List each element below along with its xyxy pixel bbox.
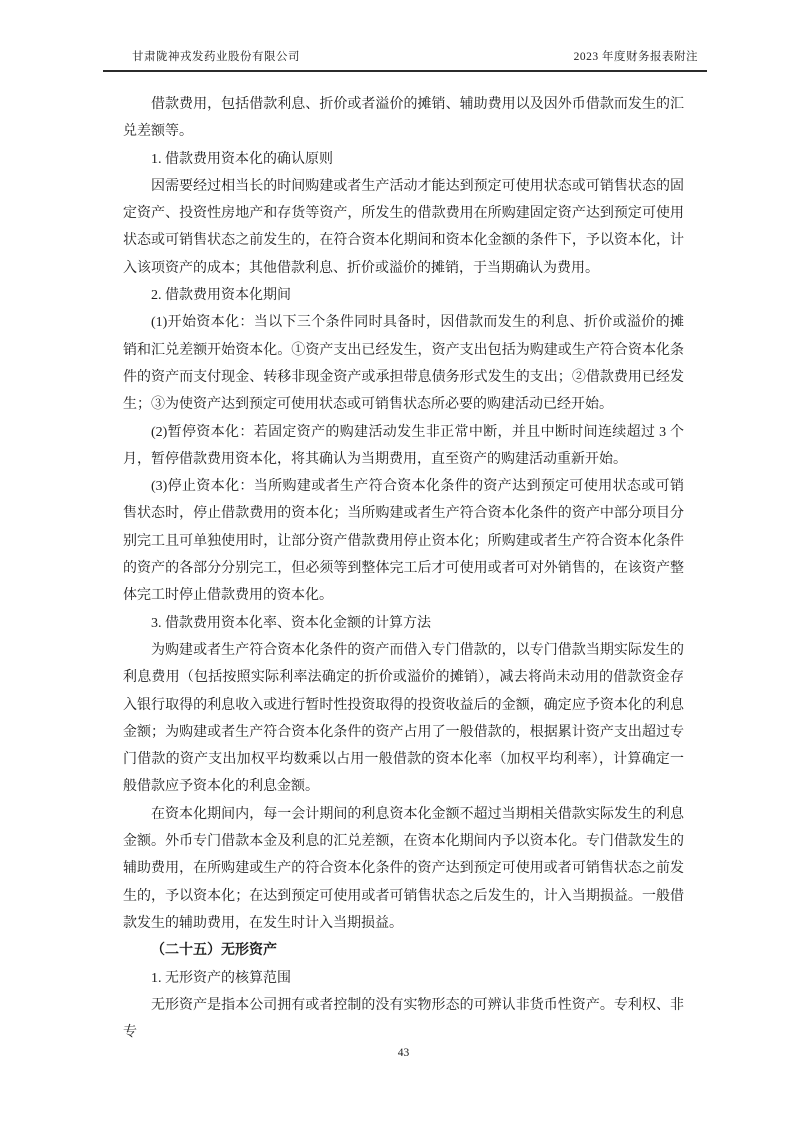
paragraph-capitalization-limits: 在资本化期间内，每一会计期间的利息资本化金额不超过当期相关借款实际发生的利息金额。外币专门借款本金及利息的汇兑差额，在资本化期间内予以资本化。专门借款发生的辅助费用，在所购建或生产的符合资本化条件的资产达到预定可使用或者可销售状态之前发生的，予以资本化；在达到预定可使用或者可销售状态之后发生的，计入当期损益。一般借款发生的辅助费用，在发生时计入当期损益。 xyxy=(123,806,684,931)
page-body xyxy=(123,91,684,1046)
paragraph-recognition-principle: 因需要经过相当长的时间购建或者生产活动才能达到预定可使用状态或可销售状态的固定资产、投资性房地产和存货等资产，所发生的借款费用在所购建固定资产达到预定可使用状态或可销售状态之前发生的，在符合资本化期间和资本化金额的条件下，予以资本化，计入该项资产的成本；其他借款利息、折价或溢价的摊销，于当期确认为费用。 xyxy=(123,178,684,276)
page-footer xyxy=(123,1046,684,1061)
page-number: 43 xyxy=(397,1047,410,1059)
heading-intangible-assets-scope: 1. 无形资产的核算范围 xyxy=(151,970,291,986)
page-header xyxy=(103,50,707,72)
heading-capitalization-period: 2. 借款费用资本化期间 xyxy=(151,288,291,304)
paragraph-start-capitalization: (1)开始资本化：当以下三个条件同时具备时，因借款而发生的利息、折价或溢价的摊销和汇兑差额开始资本化。①资产支出已经发生，资产支出包括为购建或生产符合资本化条件的资产而支付现金、转移非现金资产或承担带息债务形式发生的支出；②借款费用已经发生；③为使资产达到预定可使用状态或可销售状态所必要的购建活动已经开始。 xyxy=(123,315,684,413)
section-heading-intangible-assets: （二十五）无形资产 xyxy=(151,943,277,959)
heading-recognition-principle: 1. 借款费用资本化的确认原则 xyxy=(151,151,333,167)
paragraph-rate-calculation: 为购建或者生产符合资本化条件的资产而借入专门借款的，以专门借款当期实际发生的利息费用（包括按照实际利率法确定的折价或溢价的摊销），减去将尚未动用的借款资金存入银行取得的利息收入或进行暂时性投资取得的投资收益后的金额，确定应予资本化的利息金额；为购建或者生产符合资本化条件的资产占用了一般借款的，根据累计资产支出超过专门借款的资产支出加权平均数乘以占用一般借款的资本化率（加权平均利率），计算确定一般借款应予资本化的利息金额。 xyxy=(123,642,684,795)
paragraph-suspend-capitalization: (2)暂停资本化：若固定资产的购建活动发生非正常中断，并且中断时间连续超过 3 个月，暂停借款费用资本化，将其确认为当期费用，直至资产的购建活动重新开始。 xyxy=(123,424,684,467)
paragraph-borrowing-costs-intro: 借款费用，包括借款利息、折价或者溢价的摊销、辅助费用以及因外币借款而发生的汇兑差额等。 xyxy=(123,97,684,140)
paragraph-cease-capitalization: (3)停止资本化：当所购建或者生产符合资本化条件的资产达到预定可使用状态或可销售状态时，停止借款费用的资本化；当所购建或者生产符合资本化条件的资产中部分项目分别完工且可单独使用时，让部分资产借款费用停止资本化；所购建或者生产符合资本化条件的资产的各部分分别完工，但必须等到整体完工后才可使用或者可对外销售的，在该资产整体完工时停止借款费用的资本化。 xyxy=(123,479,684,604)
header-report-title: 2023 年度财务报表附注 xyxy=(573,51,698,63)
header-company-name: 甘肃陇神戎发药业股份有限公司 xyxy=(132,51,300,63)
paragraph-intangible-assets-definition: 无形资产是指本公司拥有或者控制的没有实物形态的可辨认非货币性资产。专利权、非专 xyxy=(123,997,684,1041)
heading-capitalization-rate-method: 3. 借款费用资本化率、资本化金额的计算方法 xyxy=(151,615,431,631)
